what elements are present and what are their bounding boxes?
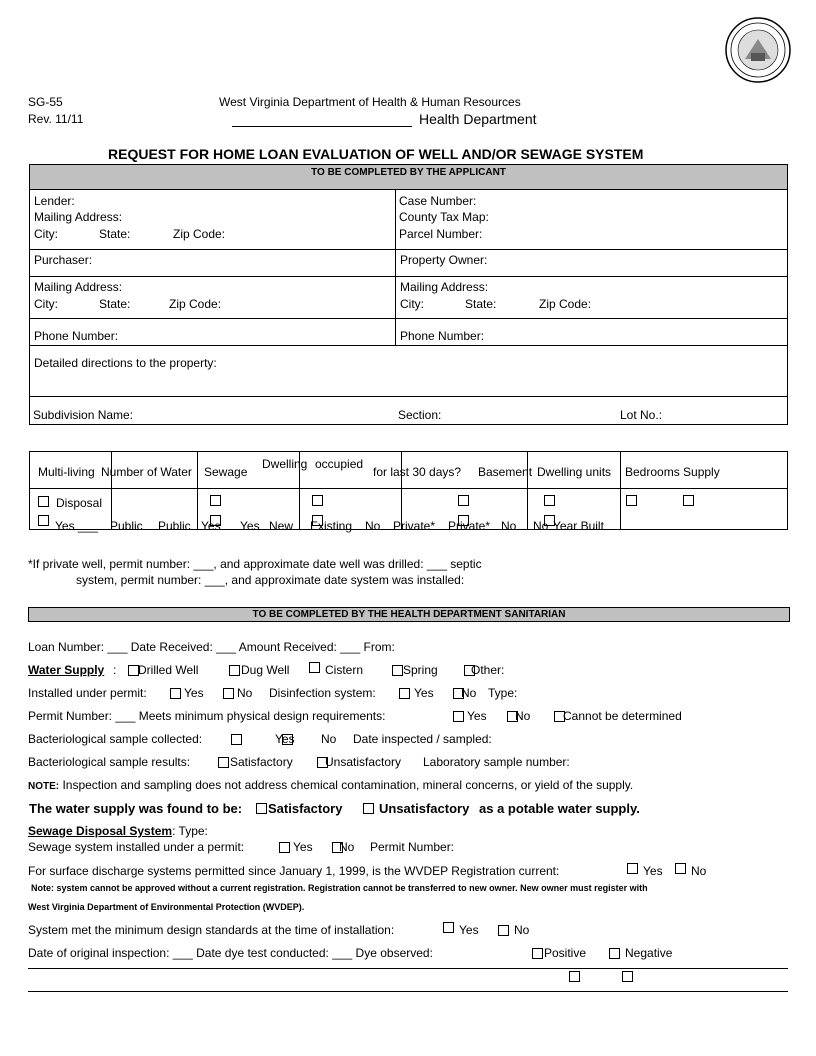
design-yes-label: Yes [467, 709, 487, 723]
purchaser-mailing-address-field[interactable]: Mailing Address: [34, 280, 123, 294]
design-undetermined-label: Cannot be determined [563, 709, 682, 723]
bedrooms-checkbox[interactable] [626, 495, 637, 506]
agency-name: West Virginia Department of Health & Human Resources [219, 95, 521, 109]
section-field[interactable]: Section: [398, 408, 442, 422]
water-satisfactory-checkbox[interactable] [256, 803, 267, 814]
sewage-checkbox[interactable] [210, 495, 221, 506]
lender-mailing-address-field[interactable]: Mailing Address: [34, 210, 123, 224]
health-department-label: Health Department [419, 111, 537, 127]
sewage-permit-no-label: No [339, 840, 355, 854]
purchaser-field[interactable]: Purchaser: [34, 253, 93, 267]
water-unsatisfactory-label: Unsatisfactory [379, 801, 470, 816]
other-label: Other: [471, 663, 505, 677]
installed-permit-yes-checkbox[interactable] [170, 688, 181, 699]
purchaser-city-field[interactable]: City: [34, 297, 58, 311]
permit-number-line[interactable]: Permit Number: ___ Meets minimum physical design requirements: [28, 709, 386, 723]
state-seal-icon [725, 17, 791, 83]
owner-state-field[interactable]: State: [465, 297, 497, 311]
dye-negative-label: Negative [625, 946, 673, 960]
grid-no-3: No [533, 519, 549, 533]
sewage-permit-yes-checkbox[interactable] [279, 842, 290, 853]
disinfection-label: Disinfection system: [269, 686, 376, 700]
registration-note-line1: Note: system cannot be approved without a current registration. Registration cannot be transferred to new owner. New owner must register with [31, 883, 648, 893]
owner-phone-field[interactable]: Phone Number: [400, 329, 485, 343]
bact-collected-no-label: No [321, 732, 337, 746]
form-title: REQUEST FOR HOME LOAN EVALUATION OF WELL AND/OR SEWAGE SYSTEM [108, 146, 644, 162]
basement-checkbox[interactable] [458, 495, 469, 506]
spring-label: Spring [403, 663, 438, 677]
grid-header-dwelling: Dwelling [262, 457, 308, 471]
found-to-be-label: The water supply was found to be: [29, 801, 243, 816]
county-tax-map-field[interactable]: County Tax Map: [399, 210, 489, 224]
disinfection-no-label: No [461, 686, 477, 700]
cistern-checkbox[interactable] [309, 662, 320, 673]
purchaser-zip-field[interactable]: Zip Code: [169, 297, 222, 311]
grid-private-1: Private* [393, 519, 436, 533]
sanitarian-section-heading: TO BE COMPLETED BY THE HEALTH DEPARTMENT SANITARIAN [28, 607, 790, 622]
sewage-permit-yes-label: Yes [293, 840, 313, 854]
installed-permit-no-label: No [237, 686, 253, 700]
bact-collected-yes-label: Yes [275, 732, 295, 746]
sewage-system-line [28, 824, 208, 838]
extra-checkbox-1[interactable] [569, 971, 580, 982]
installed-permit-no-checkbox[interactable] [223, 688, 234, 699]
grid-header-occupied: occupied [315, 457, 364, 471]
bact-results-label: Bacteriological sample results: [28, 755, 191, 769]
owner-city-field[interactable]: City: [400, 297, 424, 311]
water-satisfactory-label: Satisfactory [268, 801, 343, 816]
extra-checkbox-2[interactable] [622, 971, 633, 982]
cistern-label: Cistern [325, 663, 364, 677]
grid-header-last-30-days: for last 30 days? [373, 465, 462, 479]
grid-header-bedrooms-supply: Bedrooms Supply [625, 465, 720, 479]
disposal-checkbox[interactable] [38, 496, 49, 507]
drilled-well-label: Drilled Well [138, 663, 199, 677]
wvdep-yes-label: Yes [643, 864, 663, 878]
design-no-label: No [515, 709, 531, 723]
sewage-permit-label: Sewage system installed under a permit: [28, 840, 245, 854]
water-supply-label: Water Supply [28, 663, 105, 677]
disposal-label: Disposal [56, 496, 103, 510]
grid-yes-1: Yes [201, 519, 221, 533]
dye-positive-label: Positive [544, 946, 587, 960]
note-label: NOTE: [28, 781, 60, 792]
spring-checkbox[interactable] [392, 665, 403, 676]
purchaser-state-field[interactable]: State: [99, 297, 131, 311]
bact-satisfactory-checkbox[interactable] [218, 757, 229, 768]
installed-permit-label: Installed under permit: [28, 686, 147, 700]
sewage-system-label: Sewage Disposal System [28, 824, 173, 838]
form-code: SG-55 [28, 95, 63, 109]
health-dept-blank[interactable] [232, 126, 412, 127]
wvdep-yes-checkbox[interactable] [627, 863, 638, 874]
registration-note-line2: West Virginia Department of Environmental Protection (WVDEP). [28, 902, 305, 912]
disinfection-yes-checkbox[interactable] [399, 688, 410, 699]
grid-no-1: No [365, 519, 381, 533]
property-owner-field[interactable]: Property Owner: [400, 253, 488, 267]
grid-new: New [269, 519, 294, 533]
grid-header-multi-living: Multi-living [38, 465, 95, 479]
grid-header-water: Number of Water [101, 465, 192, 479]
design-yes-checkbox[interactable] [453, 711, 464, 722]
purchaser-phone-field[interactable]: Phone Number: [34, 329, 119, 343]
lender-state-field[interactable]: State: [99, 227, 131, 241]
grid-no-2: No [501, 519, 517, 533]
grid-public-2: Public [158, 519, 191, 533]
directions-field[interactable]: Detailed directions to the property: [34, 356, 217, 370]
dug-well-checkbox[interactable] [229, 665, 240, 676]
grid-header-basement: Basement [478, 465, 533, 479]
dye-positive-checkbox[interactable] [532, 948, 543, 959]
min-design-label: System met the minimum design standards at the time of installation: [28, 923, 395, 937]
lab-sample-field[interactable]: Laboratory sample number: [423, 755, 570, 769]
note-line [28, 778, 633, 792]
lot-number-field[interactable]: Lot No.: [620, 408, 663, 422]
private-well-note-line1: *If private well, permit number: ___, and approximate date well was drilled: ___ septic [28, 557, 482, 571]
dwelling-units-checkbox[interactable] [544, 495, 555, 506]
owner-zip-field[interactable]: Zip Code: [539, 297, 592, 311]
grid-header-sewage: Sewage [204, 465, 248, 479]
grid-private-2: Private* [448, 519, 491, 533]
sewage-type-field[interactable]: : Type: [172, 824, 208, 838]
dug-well-label: Dug Well [241, 663, 290, 677]
signature-line[interactable] [28, 991, 788, 992]
grid-yes-2: Yes [240, 519, 260, 533]
loan-number-line[interactable]: Loan Number: ___ Date Received: ___ Amount Received: ___ From: [28, 640, 395, 654]
grid-yes-blank: Yes ___ [55, 519, 98, 533]
date-inspected-field[interactable]: Date inspected / sampled: [353, 732, 492, 746]
applicant-section-heading: TO BE COMPLETED BY THE APPLICANT [29, 164, 788, 190]
note-text: Inspection and sampling does not address chemical contamination, mineral concerns, or yield of the supply. [62, 778, 634, 792]
bact-collected-label: Bacteriological sample collected: [28, 732, 203, 746]
private-well-note-line2: system, permit number: ___, and approximate date system was installed: [76, 573, 465, 587]
lender-field[interactable]: Lender: [34, 194, 75, 208]
divider-line [28, 968, 788, 969]
dwelling-checkbox[interactable] [312, 495, 323, 506]
supply-checkbox[interactable] [683, 495, 694, 506]
case-number-field[interactable]: Case Number: [399, 194, 477, 208]
water-unsatisfactory-checkbox[interactable] [363, 803, 374, 814]
wvdep-no-checkbox[interactable] [675, 863, 686, 874]
installed-permit-yes-label: Yes [184, 686, 204, 700]
dye-negative-checkbox[interactable] [609, 948, 620, 959]
lender-city-field[interactable]: City: [34, 227, 58, 241]
grid-existing: Existing [310, 519, 353, 533]
sewage-permit-number-field[interactable]: Permit Number: [370, 840, 455, 854]
lender-zip-field[interactable]: Zip Code: [173, 227, 226, 241]
grid-public-1: Public [110, 519, 143, 533]
parcel-number-field[interactable]: Parcel Number: [399, 227, 483, 241]
grid-year-built: Year Built [553, 519, 604, 533]
min-design-no-checkbox[interactable] [498, 925, 509, 936]
bact-satisfactory-label: Satisfactory [230, 755, 293, 769]
multi-living-yes-checkbox[interactable] [38, 515, 49, 526]
min-design-yes-label: Yes [459, 923, 479, 937]
bact-unsatisfactory-label: Unsatisfactory [325, 755, 402, 769]
min-design-no-label: No [514, 923, 530, 937]
wvdep-no-label: No [691, 864, 707, 878]
bact-collected-checkbox[interactable] [231, 734, 242, 745]
owner-mailing-address-field[interactable]: Mailing Address: [400, 280, 489, 294]
min-design-yes-checkbox[interactable] [443, 922, 454, 933]
disinfection-type-field[interactable]: Type: [488, 686, 518, 700]
disinfection-yes-label: Yes [414, 686, 434, 700]
original-inspection-line[interactable]: Date of original inspection: ___ Date dye test conducted: ___ Dye observed: [28, 946, 433, 960]
revision: Rev. 11/11 [28, 112, 84, 126]
potable-label: as a potable water supply. [479, 801, 640, 816]
grid-header-dwelling-units: Dwelling units [537, 465, 612, 479]
subdivision-field[interactable]: Subdivision Name: [33, 408, 134, 422]
surface-discharge-label: For surface discharge systems permitted since January 1, 1999, is the WVDEP Registration current: [28, 864, 560, 878]
